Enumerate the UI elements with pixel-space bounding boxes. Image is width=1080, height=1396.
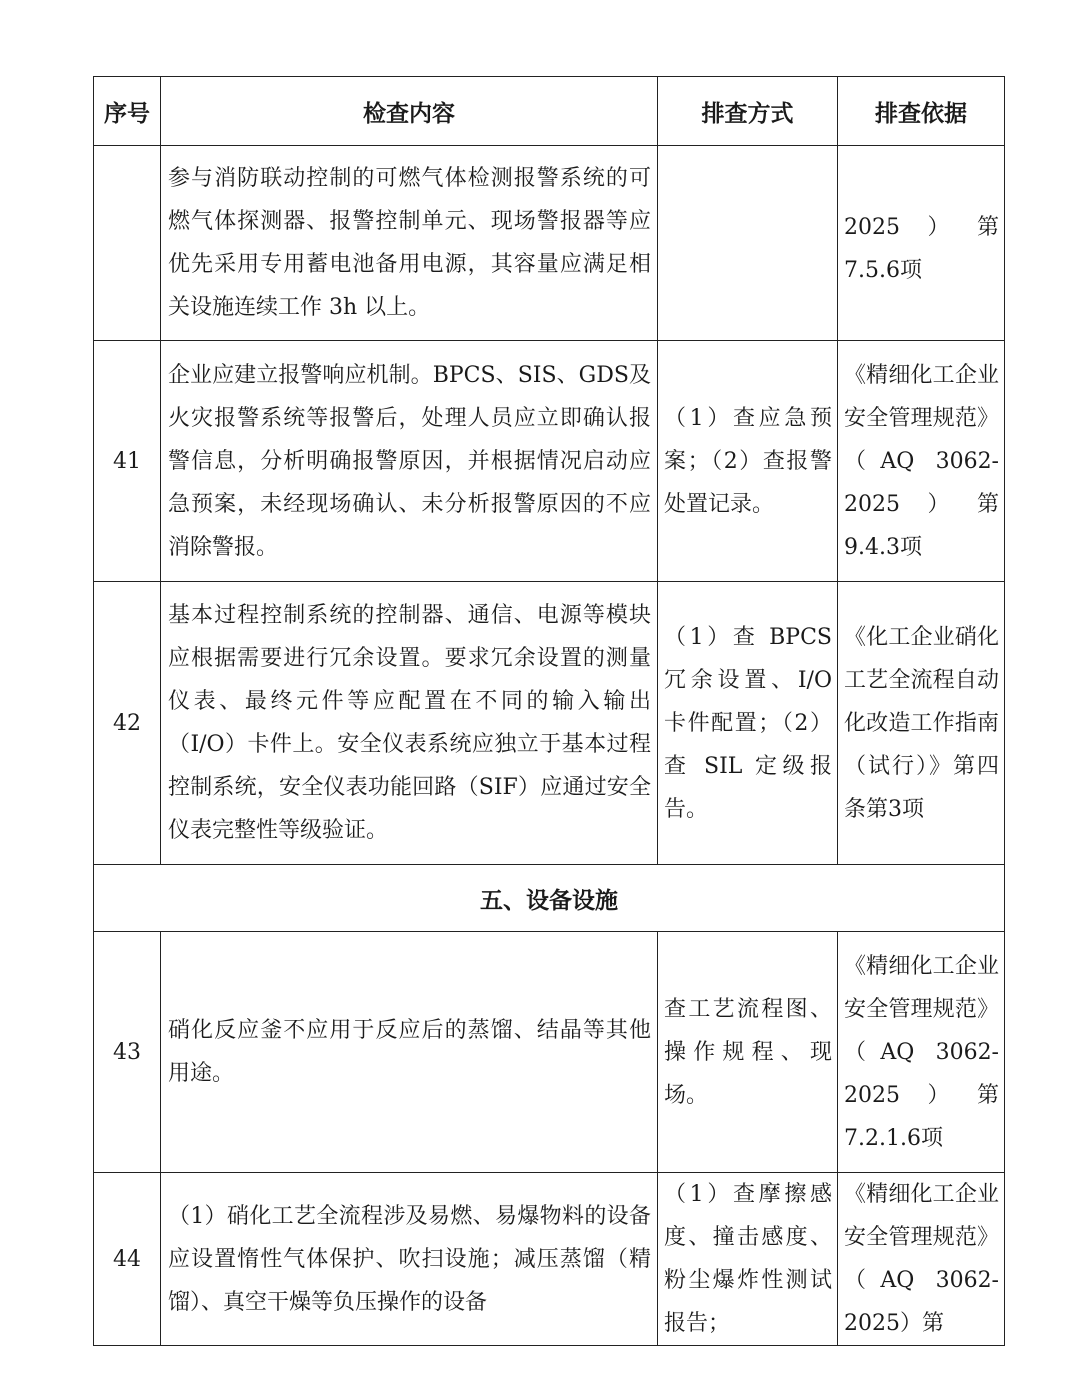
- row-no: 41: [94, 341, 161, 582]
- row-method-cell: [658, 341, 838, 582]
- row-basis: 2025）第7.5.6项: [844, 215, 999, 283]
- row-method: 查工艺流程图、操作规程、现场。: [664, 996, 832, 1108]
- row-no: 42: [94, 582, 161, 865]
- row-no: 43: [94, 932, 161, 1173]
- row-method-cell: [658, 146, 838, 341]
- section-title: 五、设备设施: [94, 865, 1005, 932]
- row-basis-cell: [838, 932, 1005, 1173]
- section-row: [94, 865, 1005, 932]
- row-content: 企业应建立报警响应机制。BPCS、SIS、GDS及火灾报警系统等报警后，处理人员应立即确认报警信息，分析明确报警原因，并根据情况启动应急预案，未经现场确认、未分析报警原因的不应消除警报。: [168, 362, 651, 560]
- row-content: 基本过程控制系统的控制器、通信、电源等模块应根据需要进行冗余设置。要求冗余设置的测量仪表、最终元件等应配置在不同的输入输出（I/O）卡件上。安全仪表系统应独立于基本过程控制系统，安全仪表功能回路（SIF）应通过安全仪表完整性等级验证。: [168, 603, 651, 843]
- row-no: [94, 146, 161, 341]
- row-content: （1）硝化工艺全流程涉及易燃、易爆物料的设备应设置惰性气体保护、吹扫设施；减压蒸馏（精馏）、真空干燥等负压操作的设备: [168, 1203, 651, 1315]
- header-no: 序号: [94, 77, 161, 146]
- row-method-cell: [658, 932, 838, 1173]
- row-content-cell: [161, 146, 658, 341]
- header-content: 检查内容: [161, 77, 658, 146]
- table-row: [94, 582, 1005, 865]
- inspection-table: [93, 76, 1005, 1346]
- row-basis: 《化工企业硝化工艺全流程自动化改造工作指南（试行）》第四条第3项: [844, 624, 999, 822]
- row-basis-cell: [838, 582, 1005, 865]
- row-content-cell: [161, 932, 658, 1173]
- row-basis: 《精细化工企业安全管理规范》（AQ 3062-2025）第7.2.1.6项: [844, 953, 999, 1151]
- row-method: （1）查 BPCS 冗余设置、I/O 卡件配置；（2）查 SIL 定级报告。: [664, 624, 832, 822]
- row-basis-cell: [838, 1173, 1005, 1346]
- table-row: [94, 146, 1005, 341]
- table-row: [94, 932, 1005, 1173]
- row-content: 硝化反应釜不应用于反应后的蒸馏、结晶等其他用途。: [168, 1018, 651, 1086]
- row-method-cell: [658, 1173, 838, 1346]
- row-content-cell: [161, 1173, 658, 1346]
- header-method: 排查方式: [658, 77, 838, 146]
- row-basis-cell: [838, 146, 1005, 341]
- row-content-cell: [161, 341, 658, 582]
- row-basis: 《精细化工企业安全管理规范》（AQ 3062-2025）第9.4.3项: [844, 362, 999, 560]
- table-row: [94, 341, 1005, 582]
- row-method: （1）查摩擦感度、撞击感度、粉尘爆炸性测试报告；: [664, 1182, 832, 1336]
- table-header-row: [94, 77, 1005, 146]
- row-content-cell: [161, 582, 658, 865]
- row-method: （1）查应急预案；（2）查报警处置记录。: [664, 405, 832, 517]
- row-method-cell: [658, 582, 838, 865]
- row-basis-cell: [838, 341, 1005, 582]
- row-basis: 《精细化工企业安全管理规范》（AQ 3062-2025）第: [844, 1182, 999, 1336]
- row-content: 参与消防联动控制的可燃气体检测报警系统的可燃气体探测器、报警控制单元、现场警报器等应优先采用专用蓄电池备用电源，其容量应满足相关设施连续工作 3h 以上。: [168, 166, 651, 320]
- row-no: 44: [94, 1173, 161, 1346]
- table-row: [94, 1173, 1005, 1346]
- header-basis: 排查依据: [838, 77, 1005, 146]
